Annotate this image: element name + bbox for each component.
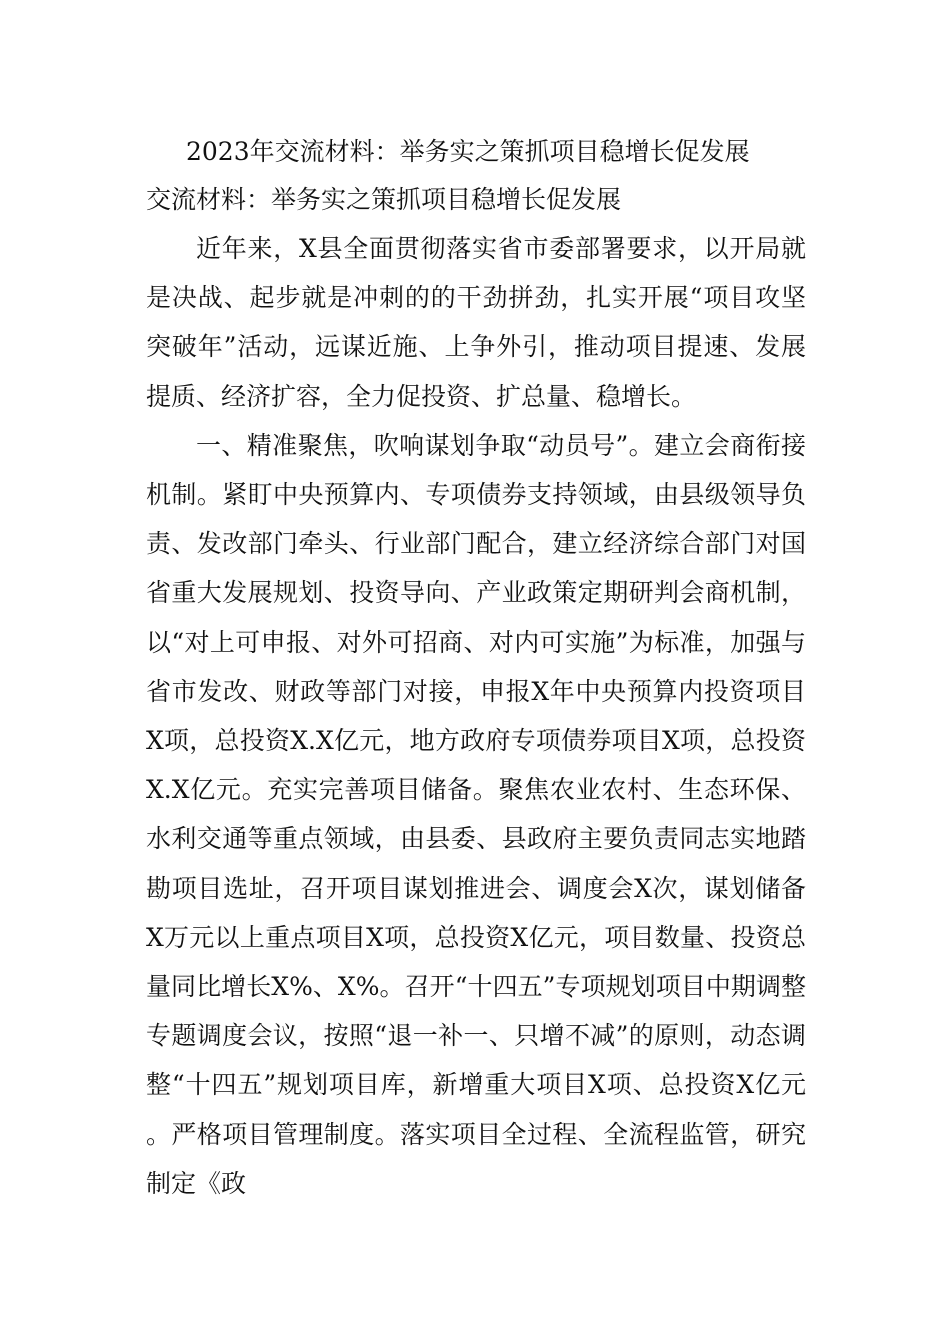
document-page [146,128,806,1208]
section-one-paragraph: 一、精准聚焦，吹响谋划争取“动员号”。建立会商衔接机制。紧盯中央预算内、专项债券支持领域，由县级领导负责、发改部门牵头、行业部门配合，建立经济综合部门对国省重大发展规划、投资导向、产业政策定期研判会商机制，以“对上可申报、对外可招商、对内可实施”为标准，加强与省市发改、财政等部门对接，申报X年中央预算内投资项目X项，总投资X.X亿元，地方政府专项债券项目X项，总投资X.X亿元。充实完善项目储备。聚焦农业农村、生态环保、水利交通等重点领域，由县委、县政府主要负责同志实地踏勘项目选址，召开项目谋划推进会、调度会X次，谋划储备X万元以上重点项目X项，总投资X亿元，项目数量、投资总量同比增长X%、X%。召开“十四五”专项规划项目中期调整专题调度会议，按照“退一补一、只增不减”的原则，动态调整“十四五”规划项目库，新增重大项目X项、总投资X亿元。严格项目管理制度。落实项目全过程、全流程监管，研究制定《政 [146,430,806,1198]
intro-paragraph: 近年来，X县全面贯彻落实省市委部署要求，以开局就是决战、起步就是冲刺的的干劲拼劲，扎实开展“项目攻坚突破年”活动，远谋近施、上争外引，推动项目提速、发展提质、经济扩容，全力促投资、扩总量、稳增长。 [146,234,806,411]
document-title: 2023年交流材料：举务实之策抓项目稳增长促发展 [186,137,750,166]
document-subtitle: 交流材料：举务实之策抓项目稳增长促发展 [146,185,622,214]
